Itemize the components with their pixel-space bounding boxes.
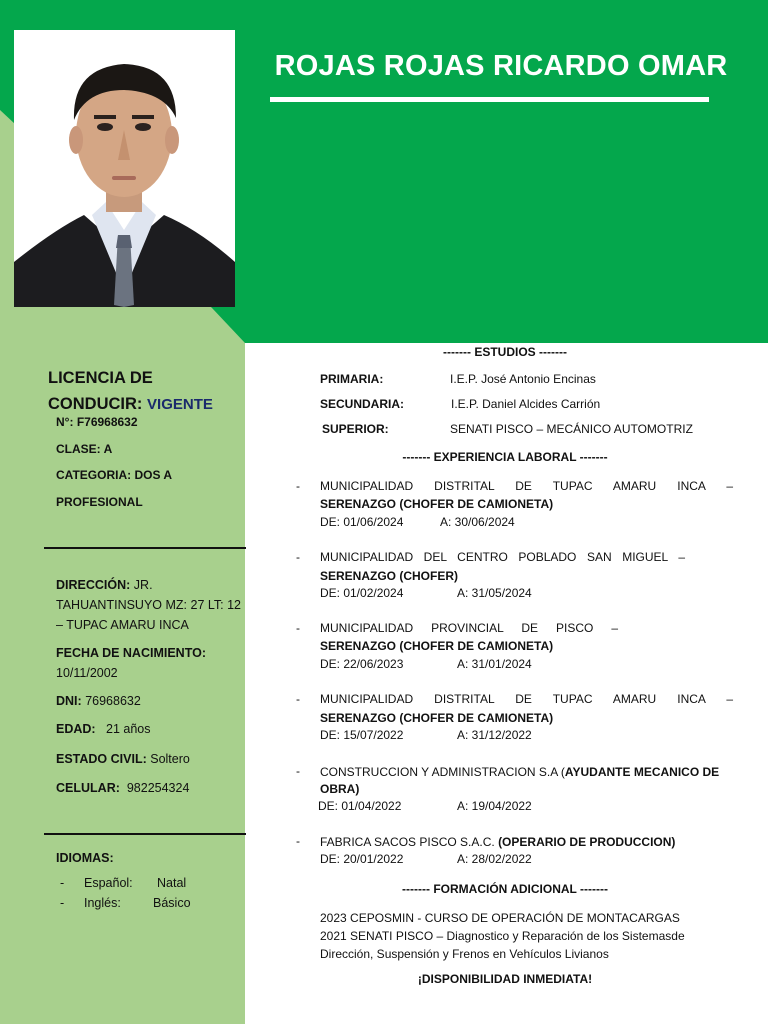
study-label: SUPERIOR: [322,422,389,436]
study-value: I.E.P. José Antonio Encinas [450,372,596,386]
study-label: SECUNDARIA: [320,397,404,411]
experience-bullet: - [296,692,300,706]
experience-from: DE: 15/07/2022 [320,728,404,742]
experience-to: A: 30/06/2024 [440,515,515,529]
study-value: SENATI PISCO – MECÁNICO AUTOMOTRIZ [450,422,693,436]
experience-bullet: - [296,479,300,493]
experience-role: SERENAZGO (CHOFER DE CAMIONETA) [320,711,554,725]
license-class: CLASE: A [56,442,113,456]
dni: DNI: 76968632 [56,694,141,708]
age: EDAD: 21 años [56,722,151,736]
experience-role: SERENAZGO (CHOFER DE CAMIONETA) [320,639,554,653]
license-number: N°: F76968632 [56,415,138,429]
birth-date: FECHA DE NACIMIENTO: 10/11/2002 [56,646,206,680]
experience-from: DE: 20/01/2022 [320,852,404,866]
experience-employer: CONSTRUCCION Y ADMINISTRACION S.A (AYUDANTE MECANICO DE [320,765,720,779]
left-divider-2 [44,833,246,835]
profile-photo [14,30,235,307]
civil-status: ESTADO CIVIL: Soltero [56,752,190,766]
experience-from: DE: 01/04/2022 [318,799,402,813]
license-title [48,365,238,418]
experience-bullet: - [296,550,300,564]
experience-role: SERENAZGO (CHOFER DE CAMIONETA) [320,497,554,511]
experience-employer: MUNICIPALIDAD DEL CENTRO POBLADO SAN MIGUEL – [320,550,685,564]
availability-note: ¡DISPONIBILIDAD INMEDIATA! [417,972,593,986]
training-line: 2023 CEPOSMIN - CURSO DE OPERACIÓN DE MONTACARGAS [320,911,680,925]
address: DIRECCIÓN: JR. TAHUANTINSUYO MZ: 27 LT: 12 – TUPAC AMARU INCA [56,578,241,632]
experience-bullet: - [296,834,300,848]
license-category: CATEGORIA: DOS A [56,468,173,482]
experience-role: OBRA) [320,782,360,796]
experience-from: DE: 22/06/2023 [320,657,404,671]
study-label: PRIMARIA: [320,372,384,386]
candidate-name: ROJAS ROJAS RICARDO OMAR [274,50,728,82]
experience-title: ------- EXPERIENCIA LABORAL ------- [402,450,608,464]
training-line: 2021 SENATI PISCO – Diagnostico y Reparación de los Sistemasde [320,929,685,943]
experience-employer: FABRICA SACOS PISCO S.A.C. (OPERARIO DE PRODUCCION) [320,835,676,849]
experience-bullet: - [296,764,300,778]
experience-to: A: 28/02/2022 [457,852,532,866]
license-category-cont: PROFESIONAL [56,495,143,509]
name-underline [270,97,709,102]
experience-employer: MUNICIPALIDAD DISTRITAL DE TUPAC AMARU INCA – [320,479,733,493]
experience-to: A: 19/04/2022 [457,799,532,813]
languages-title: IDIOMAS: [56,851,114,865]
experience-to: A: 31/12/2022 [457,728,532,742]
experience-from: DE: 01/02/2024 [320,586,404,600]
license-status: VIGENTE [147,396,213,413]
experience-employer: MUNICIPALIDAD DISTRITAL DE TUPAC AMARU INCA – [320,692,733,706]
license-title-text: LICENCIA DE CONDUCIR: [48,369,153,413]
experience-employer: MUNICIPALIDAD PROVINCIAL DE PISCO – [320,621,618,635]
language-item: - Español: Natal [60,876,187,890]
language-item: - Inglés: Básico [60,896,191,910]
training-title: ------- FORMACIÓN ADICIONAL ------- [402,882,608,896]
experience-to: A: 31/05/2024 [457,586,532,600]
left-divider-1 [44,547,246,549]
experience-to: A: 31/01/2024 [457,657,532,671]
experience-from: DE: 01/06/2024 [320,515,404,529]
study-value: I.E.P. Daniel Alcides Carrión [451,397,601,411]
training-line: Dirección, Suspensión y Frenos en Vehículos Livianos [320,947,609,961]
phone: CELULAR: 982254324 [56,781,190,795]
experience-bullet: - [296,621,300,635]
studies-title: ------- ESTUDIOS ------- [443,345,567,359]
sidebar-dark-edge [0,308,245,343]
experience-role: SERENAZGO (CHOFER) [320,569,458,583]
